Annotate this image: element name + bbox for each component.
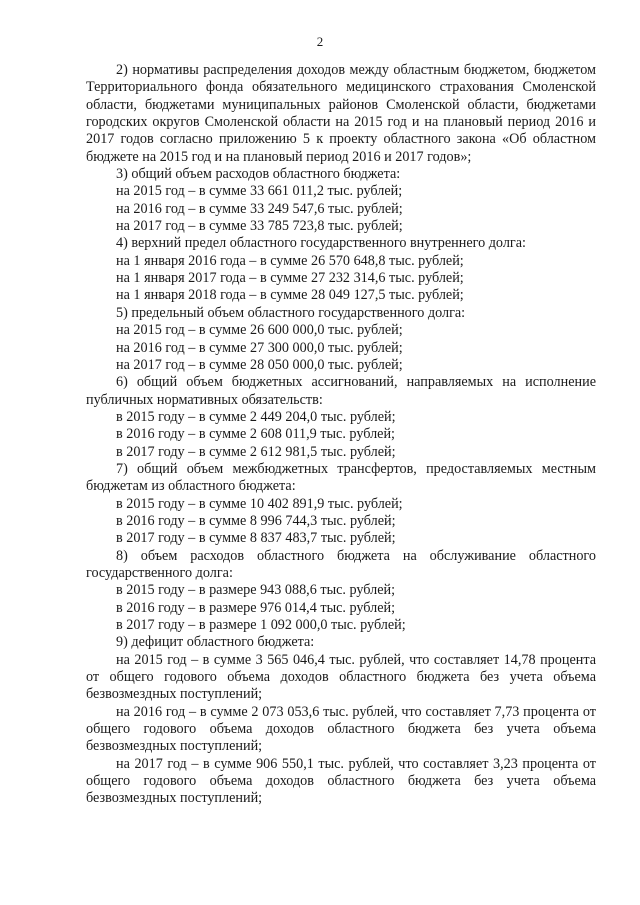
- section-3-item: на 2015 год – в сумме 33 661 011,2 тыс. рублей;: [116, 183, 403, 200]
- section-6-item: в 2017 году – в сумме 2 612 981,5 тыс. рублей;: [116, 443, 396, 460]
- section-5-item: на 2015 год – в сумме 26 600 000,0 тыс. рублей;: [116, 322, 403, 339]
- document-body: [86, 62, 596, 808]
- section-3-item: на 2016 год – в сумме 33 249 547,6 тыс. рублей;: [116, 200, 403, 217]
- section-4-heading: 4) верхний предел областного государственного внутреннего долга:: [116, 235, 526, 252]
- section-9-heading: 9) дефицит областного бюджета:: [116, 634, 315, 651]
- section-4-item: на 1 января 2017 года – в сумме 27 232 314,6 тыс. рублей;: [116, 270, 464, 287]
- section-7-heading: 7) общий объем межбюджетных трансфертов, предоставляемых местным бюджетам из областного бюджета:: [86, 460, 596, 495]
- section-8-item: в 2016 году – в размере 976 014,4 тыс. рублей;: [116, 599, 396, 616]
- section-7-item: в 2017 году – в сумме 8 837 483,7 тыс. рублей;: [116, 530, 396, 547]
- section-5-heading: 5) предельный объем областного государственного долга:: [116, 304, 466, 321]
- section-3-item: на 2017 год – в сумме 33 785 723,8 тыс. рублей;: [116, 218, 403, 235]
- section-6-item: в 2016 году – в сумме 2 608 011,9 тыс. рублей;: [116, 426, 396, 443]
- section-8-item: в 2017 году – в размере 1 092 000,0 тыс. рублей;: [116, 617, 406, 633]
- section-6-heading: 6) общий объем бюджетных ассигнований, направляемых на исполнение публичных нормативных обязательств:: [86, 374, 596, 408]
- section-5-item: на 2017 год – в сумме 28 050 000,0 тыс. рублей;: [116, 356, 403, 373]
- section-8-item: в 2015 году – в размере 943 088,6 тыс. рублей;: [116, 582, 396, 599]
- page-number: 2: [316, 34, 324, 49]
- section-9-item: на 2015 год – в сумме 3 565 046,4 тыс. рублей, что составляет 14,78 процента от общего годового объема доходов областного бюджета без учета объема безвозмездных поступлений;: [86, 651, 596, 703]
- section-2-paragraph: 2) нормативы распределения доходов между областным бюджетом, бюджетом Территориального фонда обязательного медицинского страхования Смоленской области, бюджетами муниципальных районов Смоленской области, бюджетами городских округов Смоленской области на 2015 год и на плановый период 2016 и 2017 годов согласно приложению 5 к проекту областного закона «Об областном бюджете на 2015 год и на плановый период 2016 и 2017 годов»;: [86, 62, 596, 165]
- section-4-item: на 1 января 2016 года – в сумме 26 570 648,8 тыс. рублей;: [116, 252, 464, 269]
- section-7-item: в 2015 году – в сумме 10 402 891,9 тыс. рублей;: [116, 495, 403, 512]
- section-5-item: на 2016 год – в сумме 27 300 000,0 тыс. рублей;: [116, 339, 403, 356]
- section-4-item: на 1 января 2018 года – в сумме 28 049 127,5 тыс. рублей;: [116, 287, 464, 304]
- section-8-heading: 8) объем расходов областного бюджета на обслуживание областного государственного долга:: [86, 547, 596, 581]
- section-7-item: в 2016 году – в сумме 8 996 744,3 тыс. рублей;: [116, 512, 396, 529]
- section-6-item: в 2015 году – в сумме 2 449 204,0 тыс. рублей;: [116, 408, 396, 425]
- section-9-item: на 2017 год – в сумме 906 550,1 тыс. рублей, что составляет 3,23 процента от общего годового объема доходов областного бюджета без учета объема безвозмездных поступлений;: [86, 755, 596, 807]
- section-3-heading: 3) общий объем расходов областного бюджета:: [116, 166, 401, 183]
- section-9-item: на 2016 год – в сумме 2 073 053,6 тыс. рублей, что составляет 7,73 процента от общего годового объема доходов областного бюджета без учета объема безвозмездных поступлений;: [86, 703, 596, 755]
